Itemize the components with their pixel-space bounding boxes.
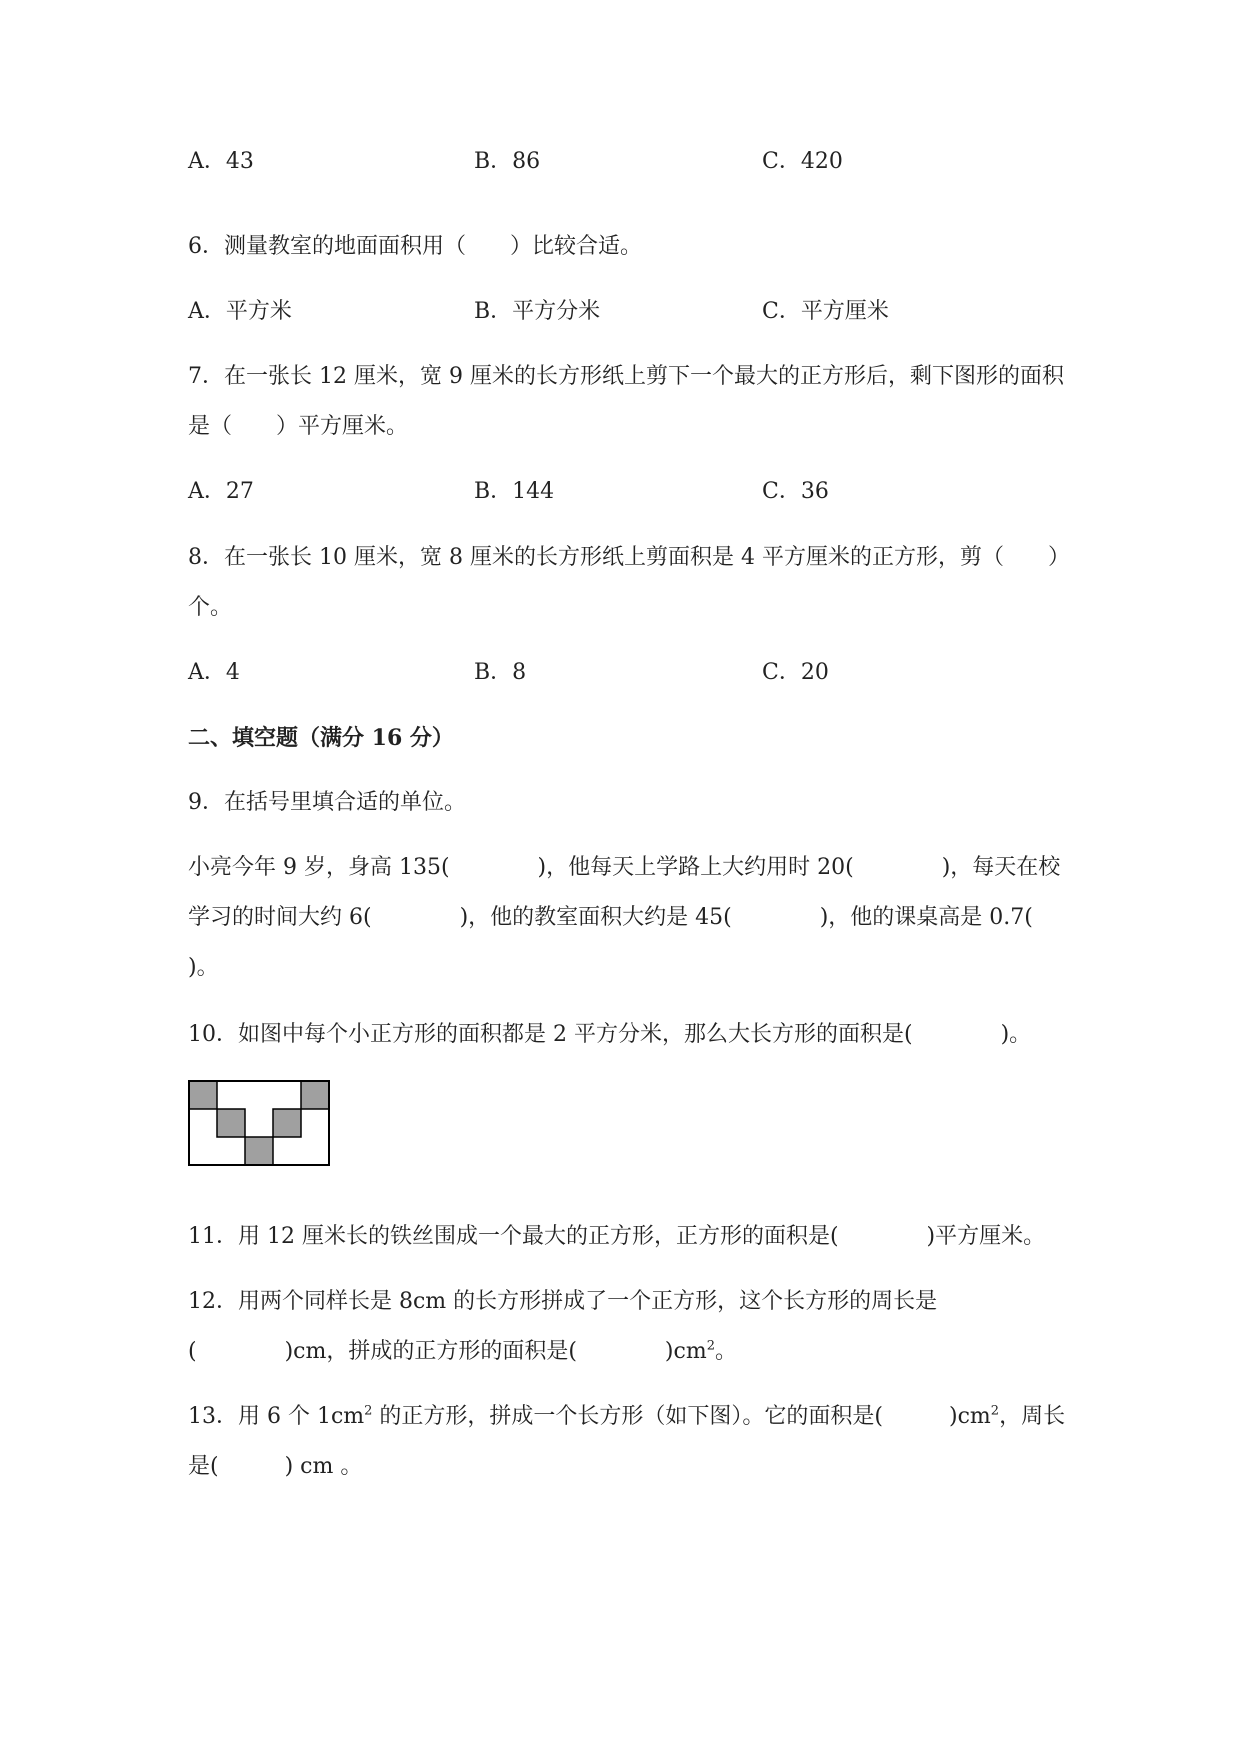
q8-option-c: C．20	[762, 660, 829, 685]
q5-option-c: C．420	[762, 149, 843, 174]
q7-stem-line2: 是（ ）平方厘米。	[188, 414, 409, 439]
shaded-square-0	[189, 1081, 217, 1109]
q12-line2-end: 。	[714, 1339, 737, 1364]
q9-stem: 9．在括号里填合适的单位。	[188, 790, 466, 815]
q8-stem-line2: 个。	[188, 595, 233, 620]
q6-option-a: A．平方米	[188, 299, 292, 324]
q9-line3: )。	[188, 955, 219, 980]
shaded-square-3	[273, 1109, 301, 1137]
q11-stem: 11．用 12 厘米长的铁丝围成一个最大的正方形，正方形的面积是( )平方厘米。	[188, 1224, 1046, 1249]
shaded-square-4	[245, 1137, 273, 1165]
q13-sup1: 2	[364, 1403, 373, 1419]
q13-line1-a: 13．用 6 个 1cm	[188, 1404, 365, 1429]
q9-line2: 学习的时间大约 6( )，他的教室面积大约是 45( )，他的课桌高是 0.7(	[188, 905, 1033, 930]
q13-line1-b: 的正方形，拼成一个长方形（如下图）。它的面积是( )cm	[372, 1404, 991, 1429]
q6-option-c: C．平方厘米	[762, 299, 889, 324]
q8-option-a: A．4	[188, 660, 240, 685]
q12-stem-line1: 12．用两个同样长是 8cm 的长方形拼成了一个正方形，这个长方形的周长是	[188, 1289, 938, 1314]
q7-option-c: C．36	[762, 479, 829, 504]
shaded-square-2	[217, 1109, 245, 1137]
q7-option-b: B．144	[474, 479, 555, 504]
q6-stem: 6．测量教室的地面面积用（ ）比较合适。	[188, 234, 642, 259]
section-title: 二、填空题（满分 16 分）	[188, 725, 454, 751]
q13-stem-line1	[188, 1402, 1065, 1432]
shaded-square-1	[301, 1081, 329, 1109]
q10-stem: 10．如图中每个小正方形的面积都是 2 平方分米，那么大长方形的面积是( )。	[188, 1022, 1032, 1047]
q13-stem-line2: 是( ) cm 。	[188, 1454, 363, 1479]
q13-line1-c: ，周长	[999, 1404, 1066, 1429]
q12-squared-sup: 2	[706, 1338, 715, 1354]
q5-option-b: B．86	[474, 149, 541, 174]
q12-line2-text: ( )cm，拼成的正方形的面积是( )cm	[188, 1339, 707, 1364]
q7-stem-line1: 7．在一张长 12 厘米，宽 9 厘米的长方形纸上剪下一个最大的正方形后，剩下图形的面积	[188, 364, 1064, 389]
q13-sup2: 2	[990, 1403, 1000, 1419]
q8-option-b: B．8	[474, 660, 527, 685]
q8-stem-line1: 8．在一张长 10 厘米，宽 8 厘米的长方形纸上剪面积是 4 平方厘米的正方形，剪（ ）	[188, 545, 1070, 570]
q7-option-a: A．27	[188, 479, 254, 504]
q10-grid-figure	[188, 1080, 334, 1168]
q12-stem-line2	[188, 1337, 737, 1367]
q9-line1: 小亮今年 9 岁，身高 135( )，他每天上学路上大约用时 20( )，每天在校	[188, 855, 1061, 880]
q5-option-a: A．43	[188, 149, 254, 174]
q6-option-b: B．平方分米	[474, 299, 601, 324]
